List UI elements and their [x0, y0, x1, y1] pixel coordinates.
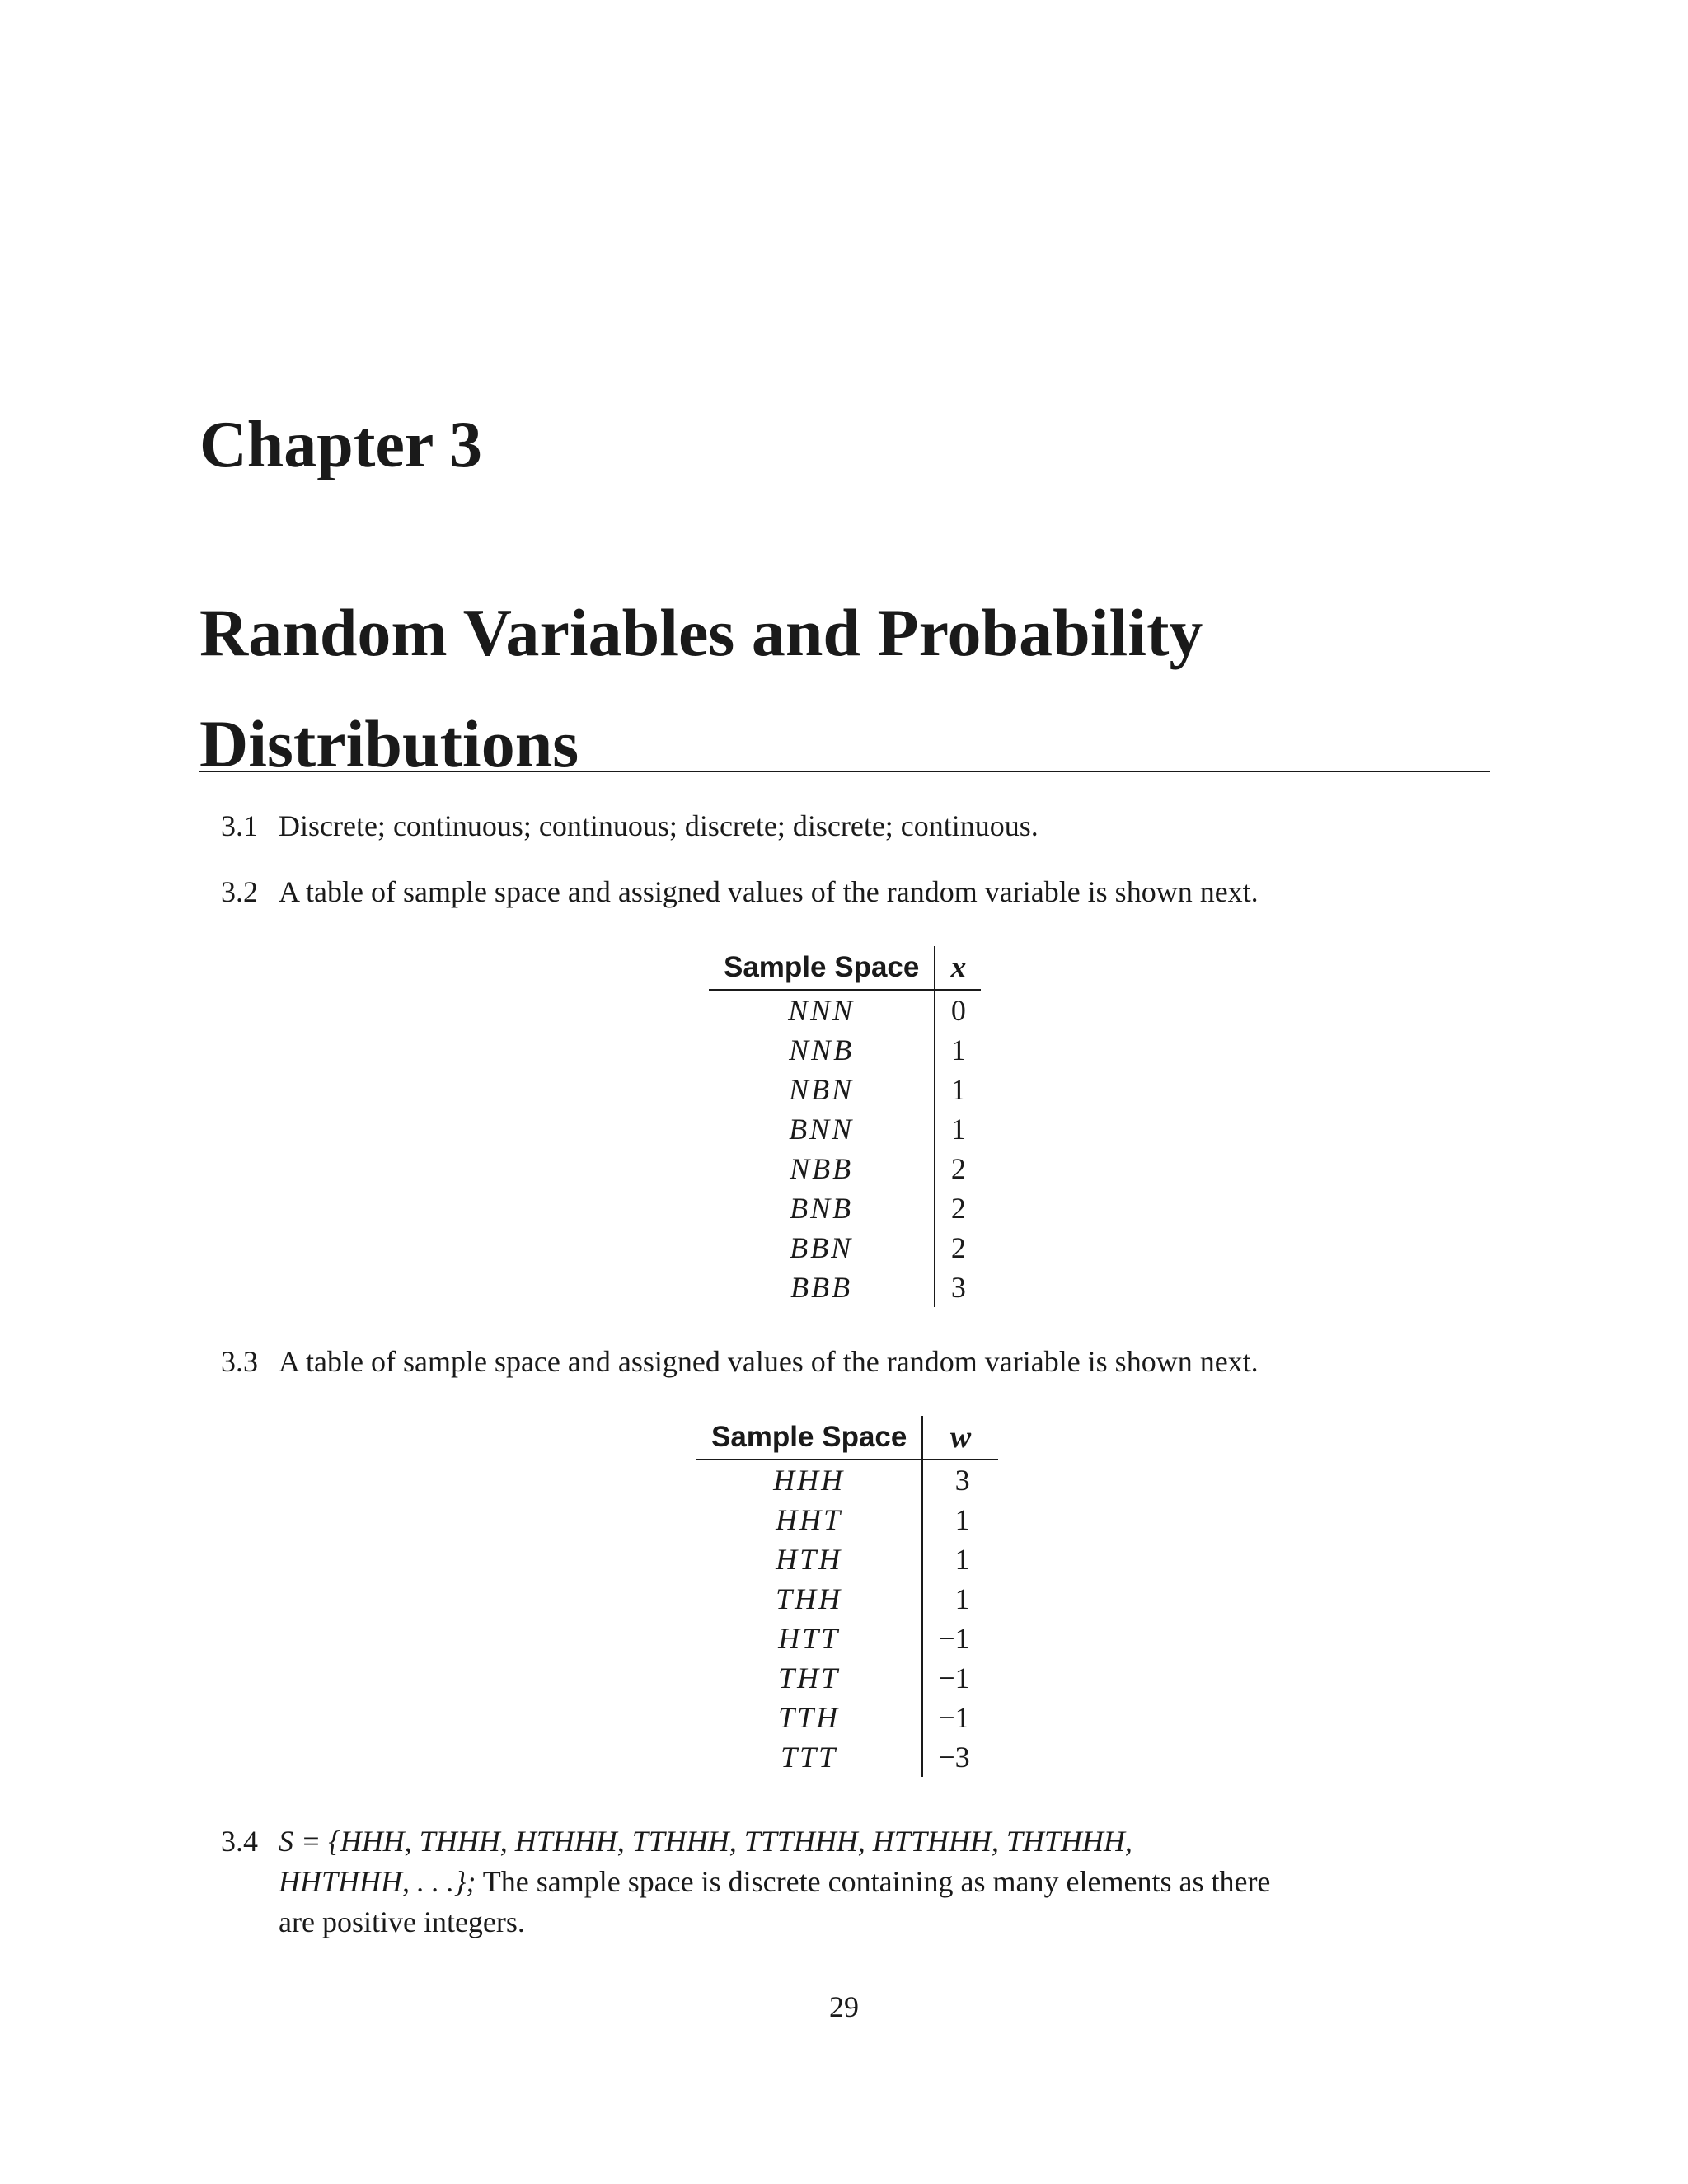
- item-number: 3.2: [221, 875, 258, 908]
- sample-outcome: THH: [696, 1579, 922, 1619]
- item-number: 3.3: [221, 1345, 258, 1378]
- sample-outcome: THT: [696, 1658, 922, 1698]
- table-row: [709, 1228, 981, 1268]
- variable-value: 1: [950, 1033, 966, 1066]
- sample-space-set-cont: HHTHHH, . . .};: [279, 1865, 476, 1898]
- item-continuation: [221, 1862, 1490, 1902]
- item-text: The sample space is discrete containing as many elements as there: [476, 1865, 1271, 1898]
- item-3-4: [221, 1821, 1490, 1943]
- table-row: [696, 1619, 998, 1658]
- item-3-1: [221, 806, 1490, 846]
- sample-outcome: TTT: [696, 1737, 922, 1777]
- table-row: [696, 1500, 998, 1540]
- sample-space-set: S = {HHH, THHH, HTHHH, TTHHH, TTTHHH, HTTHHH, THTHHH,: [279, 1825, 1132, 1858]
- item-text: Discrete; continuous; continuous; discrete; discrete; continuous.: [279, 809, 1039, 842]
- variable-value: 2: [950, 1192, 966, 1225]
- title-rule: [199, 771, 1490, 772]
- variable-value: 1: [954, 1503, 970, 1536]
- column-header: Sample Space: [696, 1416, 922, 1460]
- table-sample-space-x: [709, 946, 981, 1307]
- variable-value: 3: [954, 1464, 970, 1497]
- table-row: [709, 990, 981, 1030]
- table-row: [696, 1579, 998, 1619]
- table-row: [709, 1268, 981, 1307]
- chapter-label: Chapter 3: [199, 409, 482, 481]
- sample-outcome: NBN: [709, 1070, 935, 1109]
- variable-value: 0: [950, 994, 966, 1027]
- variable-value: 1: [954, 1582, 970, 1615]
- item-number: 3.4: [221, 1825, 258, 1858]
- table-row: [709, 1188, 981, 1228]
- column-header: x: [935, 946, 981, 990]
- table-row: [696, 1658, 998, 1698]
- sample-outcome: BNB: [709, 1188, 935, 1228]
- item-3-2: [221, 872, 1490, 912]
- variable-value: −1: [938, 1661, 970, 1694]
- table-row: [696, 1540, 998, 1579]
- sample-outcome: HHT: [696, 1500, 922, 1540]
- page-number: 29: [829, 1990, 859, 2023]
- item-number: 3.1: [221, 809, 258, 842]
- item-text: A table of sample space and assigned values of the random variable is shown next.: [279, 1345, 1259, 1378]
- table-row: [709, 1109, 981, 1149]
- variable-value: 2: [950, 1231, 966, 1264]
- variable-value: 1: [950, 1113, 966, 1146]
- sample-outcome: BNN: [709, 1109, 935, 1149]
- table-row: [696, 1737, 998, 1777]
- variable-value: −3: [938, 1741, 970, 1774]
- item-continuation: are positive integers.: [279, 1905, 525, 1938]
- variable-value: 1: [950, 1073, 966, 1106]
- table-row: [709, 1070, 981, 1109]
- sample-outcome: BBN: [709, 1228, 935, 1268]
- column-header: Sample Space: [709, 946, 935, 990]
- sample-outcome: TTH: [696, 1698, 922, 1737]
- table-row: [709, 1149, 981, 1188]
- sample-outcome: HHH: [696, 1460, 922, 1500]
- chapter-title: Random Variables and Probability Distributions: [199, 595, 1203, 781]
- sample-outcome: BBB: [709, 1268, 935, 1307]
- sample-outcome: NNB: [709, 1030, 935, 1070]
- table-row: [696, 1698, 998, 1737]
- variable-value: 2: [950, 1152, 966, 1185]
- item-3-3: [221, 1342, 1490, 1382]
- item-text: A table of sample space and assigned values of the random variable is shown next.: [279, 875, 1259, 908]
- variable-value: −1: [938, 1622, 970, 1655]
- variable-value: −1: [938, 1701, 970, 1734]
- variable-value: 3: [950, 1271, 966, 1304]
- sample-outcome: HTH: [696, 1540, 922, 1579]
- column-header: w: [922, 1416, 997, 1460]
- table-row: [696, 1460, 998, 1500]
- table-row: [709, 1030, 981, 1070]
- sample-outcome: HTT: [696, 1619, 922, 1658]
- sample-outcome: NNN: [709, 990, 935, 1030]
- table-sample-space-w: [696, 1416, 998, 1777]
- sample-outcome: NBB: [709, 1149, 935, 1188]
- variable-value: 1: [954, 1543, 970, 1576]
